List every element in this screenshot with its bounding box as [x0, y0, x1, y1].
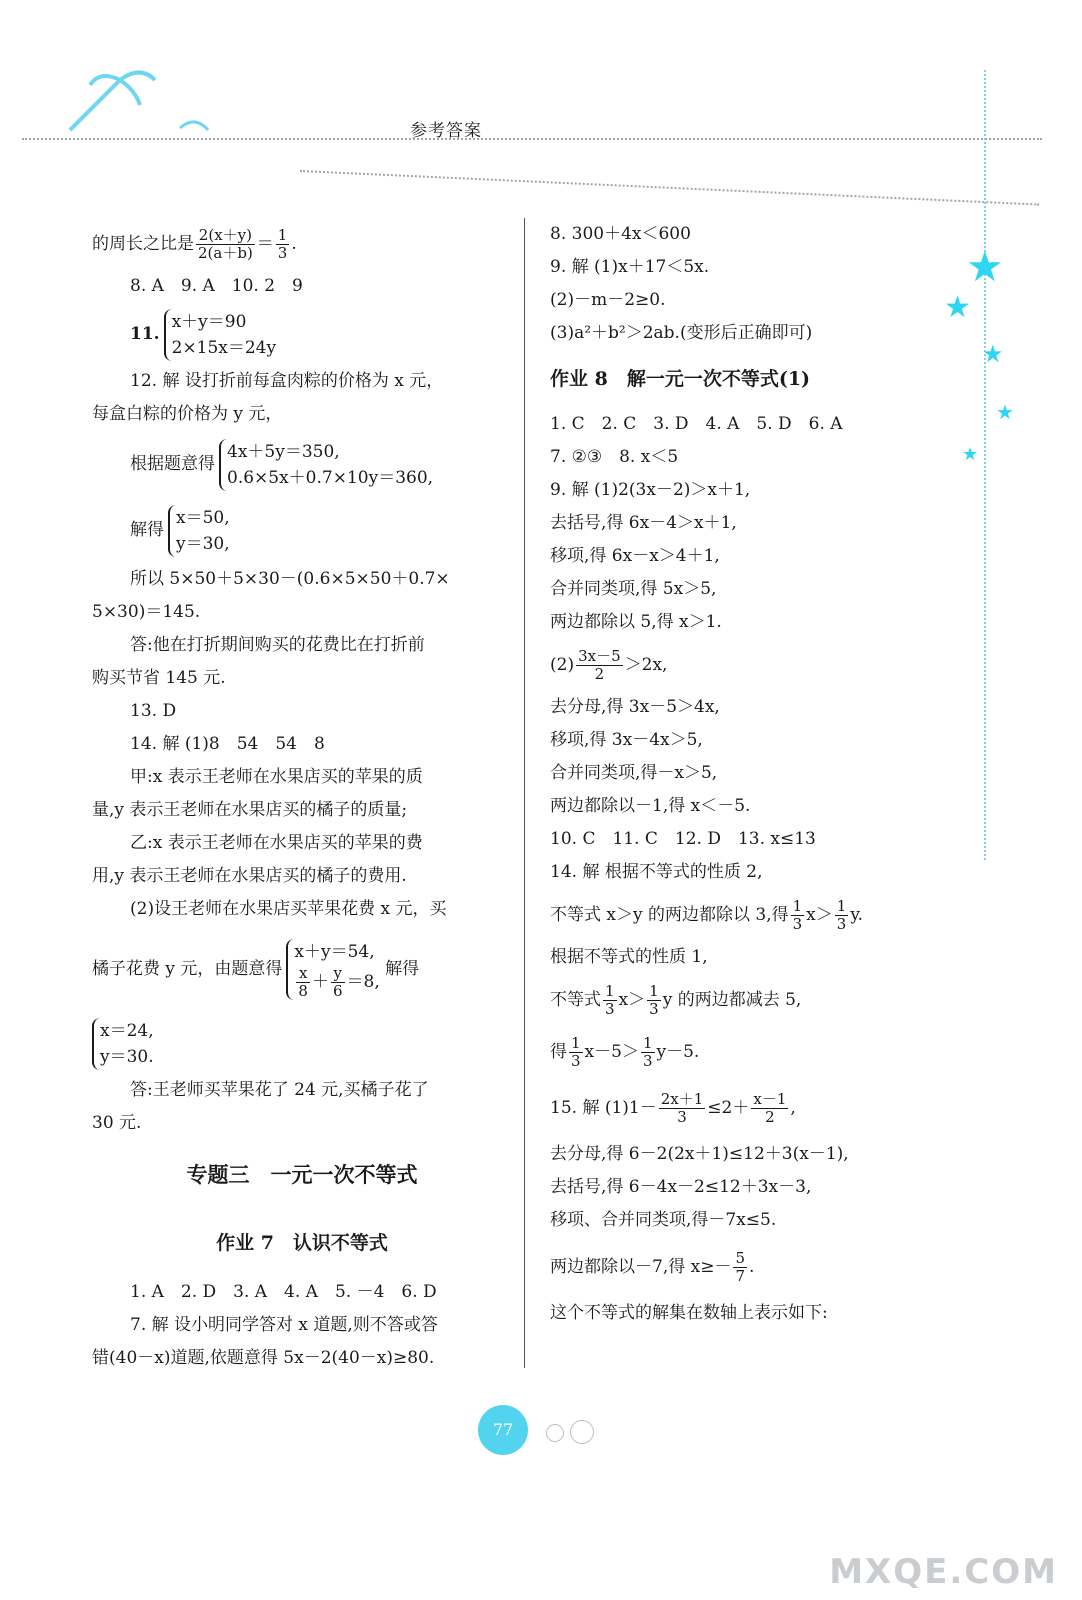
answer-line [92, 431, 512, 497]
answer-line: 12. 解 设打折前每盒肉粽的价格为 x 元， [130, 371, 444, 391]
fraction [296, 965, 310, 1000]
answer-line: 所以 5×50＋5×30－(0.6×5×50＋0.7× [130, 569, 450, 589]
equation-system [164, 309, 277, 361]
answer-line: 移项,得 3x－4x＞5, [550, 730, 703, 750]
equation: 2×15x＝24y [171, 337, 277, 358]
numerator: y [331, 965, 345, 983]
column-divider [524, 218, 525, 1368]
denominator: 3 [605, 1000, 615, 1018]
fraction [733, 1250, 747, 1285]
text: ＞2x, [624, 655, 668, 675]
numerator: 1 [649, 982, 659, 1000]
text: ＝ [256, 234, 274, 254]
denominator: 3 [277, 244, 288, 262]
equation-system [219, 439, 433, 491]
answer-line: (3)a²＋b²＞2ab.(变形后正确即可) [550, 323, 813, 343]
denominator: 3 [836, 915, 847, 933]
answer-line: 甲:x 表示王老师在水果店买的苹果的质 [130, 767, 423, 787]
fraction [751, 1091, 788, 1126]
fraction [276, 227, 290, 262]
answer-line: 8. 300＋4x＜600 [550, 224, 691, 244]
right-column [550, 218, 970, 1330]
answer-line: 9. 解 (1)2(3x－2)＞x＋1, [550, 480, 751, 500]
fraction [647, 983, 661, 1018]
numerator: 1 [571, 1034, 581, 1052]
answer-line: 去分母,得 3x－5＞4x, [550, 697, 720, 717]
equation: y＝30, [176, 533, 230, 554]
answer-line: 根据不等式的性质 1, [550, 947, 708, 967]
margin-dotted-line [984, 70, 986, 860]
fraction [576, 648, 623, 683]
answer-line: 答:他在打折期间购买的花费比在打折前 [130, 635, 425, 655]
equation [294, 965, 379, 1000]
header-rule-slanted [300, 170, 1039, 206]
equation-system [286, 939, 379, 1000]
denominator: 3 [792, 915, 803, 933]
answer-line [550, 1026, 970, 1078]
answer-line: 13. D [130, 701, 177, 721]
answer-line: 两边都除以 5,得 x＞1. [550, 612, 722, 632]
answer-line [92, 1012, 512, 1074]
answer-line: 7. 解 设小明同学答对 x 道题,则不答或答 [130, 1315, 438, 1335]
answer-line: 10. C 11. C 12. D 13. x≤13 [550, 829, 816, 849]
answer-line: 这个不等式的解集在数轴上表示如下: [550, 1303, 828, 1323]
fraction [196, 227, 255, 262]
answer-line: 移项,得 6x－x＞4＋1, [550, 546, 720, 566]
answer-line: 错(40－x)道题,依题意得 5x－2(40－x)≥80. [92, 1348, 435, 1368]
numerator: 1 [792, 897, 803, 915]
numerator: 3x－5 [578, 647, 621, 665]
answer-line [550, 1078, 970, 1138]
answer-line: 5×30)＝145. [92, 602, 201, 622]
numerator: 1 [836, 897, 847, 915]
denominator: 6 [332, 982, 343, 1000]
fraction [835, 898, 849, 933]
answer-line: 合并同类项,得－x＞5, [550, 763, 718, 783]
palm-tree-icon [30, 60, 230, 140]
equation: x＋y＝90 [171, 311, 247, 332]
decor-circle [570, 1420, 594, 1444]
text: . [291, 234, 297, 254]
answer-line: 乙:x 表示王老师在水果店买的苹果的费 [130, 833, 423, 853]
answer-line [92, 303, 512, 365]
denominator: 3 [642, 1052, 653, 1070]
text: 得 [550, 1042, 567, 1062]
denominator: 2 [765, 1108, 775, 1126]
text: x－5＞ [584, 1042, 639, 1062]
denominator: 8 [298, 982, 308, 1000]
answer-line: (2)设王老师在水果店买苹果花费 x 元，买 [130, 899, 447, 919]
equation-system [168, 505, 230, 557]
fraction [603, 983, 617, 1018]
fraction [659, 1091, 706, 1126]
answer-line: 答:王老师买苹果花了 24 元,买橘子花了 [130, 1080, 429, 1100]
answer-line: 1. C 2. C 3. D 4. A 5. D 6. A [550, 414, 843, 434]
text: 不等式 x＞y 的两边都除以 3,得 [550, 905, 789, 925]
equation: x＝24, [100, 1020, 154, 1041]
answer-line: 去括号,得 6x－4＞x＋1, [550, 513, 737, 533]
denominator: 3 [677, 1108, 687, 1126]
text: 15. 解 (1)1－ [550, 1098, 657, 1118]
denominator: 2(a＋b) [198, 244, 253, 262]
equation-system [92, 1018, 154, 1070]
text: ＝8, [346, 972, 380, 992]
homework-title: 作业 7 认识不等式 [216, 1232, 388, 1254]
denominator: 7 [735, 1267, 746, 1285]
homework-title: 作业 8 解一元一次不等式(1) [550, 368, 811, 390]
text: . [749, 1257, 755, 1277]
fraction [331, 965, 345, 1000]
numerator: 2(x＋y) [196, 227, 255, 245]
text: y－5. [656, 1042, 700, 1062]
fraction [641, 1035, 655, 1070]
equation: y＝30. [100, 1046, 154, 1067]
denominator: 2 [594, 665, 605, 683]
star-icon: ★ [982, 340, 1004, 368]
decor-circle [546, 1424, 564, 1442]
text: x＞ [618, 990, 646, 1010]
text: , [790, 1098, 796, 1118]
answer-line [550, 974, 970, 1026]
answer-line: 两边都除以－1,得 x＜－5. [550, 796, 751, 816]
equation: x＝50, [176, 507, 230, 528]
answer-line [550, 1237, 970, 1297]
equation: x＋y＝54, [294, 942, 375, 962]
answer-line: (2)－m－2≥0. [550, 290, 666, 310]
answer-line: 合并同类项,得 5x＞5, [550, 579, 717, 599]
star-icon: ★ [966, 242, 1004, 291]
answer-line: 去分母,得 6－2(2x＋1)≤12＋3(x－1), [550, 1144, 849, 1164]
denominator: 3 [571, 1052, 581, 1070]
text: 根据题意得 [130, 454, 215, 474]
answer-line: 每盒白粽的价格为 y 元， [92, 404, 283, 424]
answer-line: 8. A 9. A 10. 2 9 [130, 276, 303, 296]
equation: 4x＋5y＝350, [227, 441, 340, 462]
text: 解得 [385, 959, 420, 979]
watermark: MXQE.COM [829, 1552, 1058, 1592]
text: (2) [550, 655, 575, 675]
text: y. [850, 905, 864, 925]
answer-line [92, 926, 512, 1012]
text: 的周长之比是 [92, 234, 194, 254]
answer-line: 30 元. [92, 1113, 142, 1133]
numerator: 1 [642, 1034, 653, 1052]
section-title: 专题三 一元一次不等式 [186, 1162, 418, 1187]
fraction [569, 1035, 583, 1070]
numerator: x－1 [753, 1090, 787, 1108]
answer-line: 用,y 表示王老师在水果店买的橘子的费用. [92, 866, 407, 886]
answer-line: 量,y 表示王老师在水果店买的橘子的质量; [92, 800, 408, 820]
left-column [92, 218, 512, 1375]
star-icon: ★ [944, 290, 971, 325]
item-number: 11. [130, 324, 160, 344]
answer-line: 14. 解 根据不等式的性质 2, [550, 862, 763, 882]
answer-line [92, 218, 512, 270]
header-rule [22, 138, 1042, 140]
denominator: 3 [649, 1000, 659, 1018]
answer-line: 14. 解 (1)8 54 54 8 [130, 734, 325, 754]
text: ＋ [311, 972, 329, 992]
star-icon: ★ [996, 400, 1014, 424]
equation: 0.6×5x＋0.7×10y＝360, [227, 467, 434, 488]
fraction [791, 898, 805, 933]
text: 两边都除以－7,得 x≥－ [550, 1257, 732, 1277]
numerator: 5 [735, 1249, 746, 1267]
text: 解得 [130, 520, 164, 540]
answer-line: 9. 解 (1)x＋17＜5x. [550, 257, 710, 277]
answer-line [550, 889, 970, 941]
answer-line [550, 639, 970, 691]
text: 橘子花费 y 元，由题意得 [92, 959, 283, 979]
answer-line: 去括号,得 6－4x－2≤12＋3x－3, [550, 1177, 812, 1197]
text: ≤2＋ [707, 1098, 750, 1118]
numerator: 2x＋1 [660, 1090, 704, 1108]
page-number: 77 [478, 1405, 528, 1455]
answer-line [92, 497, 512, 563]
numerator: x [296, 965, 310, 983]
text: 不等式 [550, 990, 601, 1010]
answer-line: 1. A 2. D 3. A 4. A 5. －4 6. D [130, 1282, 437, 1302]
text: y 的两边都减去 5, [662, 990, 802, 1010]
numerator: 1 [605, 982, 615, 1000]
answer-line: 移项、合并同类项,得－7x≤5. [550, 1210, 777, 1230]
answer-line: 购买节省 145 元. [92, 668, 226, 688]
numerator: 1 [277, 226, 288, 244]
page-header-title: 参考答案 [410, 121, 482, 141]
text: x＞ [806, 905, 833, 925]
star-icon: ★ [962, 444, 979, 465]
answer-line: 7. ②③ 8. x＜5 [550, 447, 679, 467]
